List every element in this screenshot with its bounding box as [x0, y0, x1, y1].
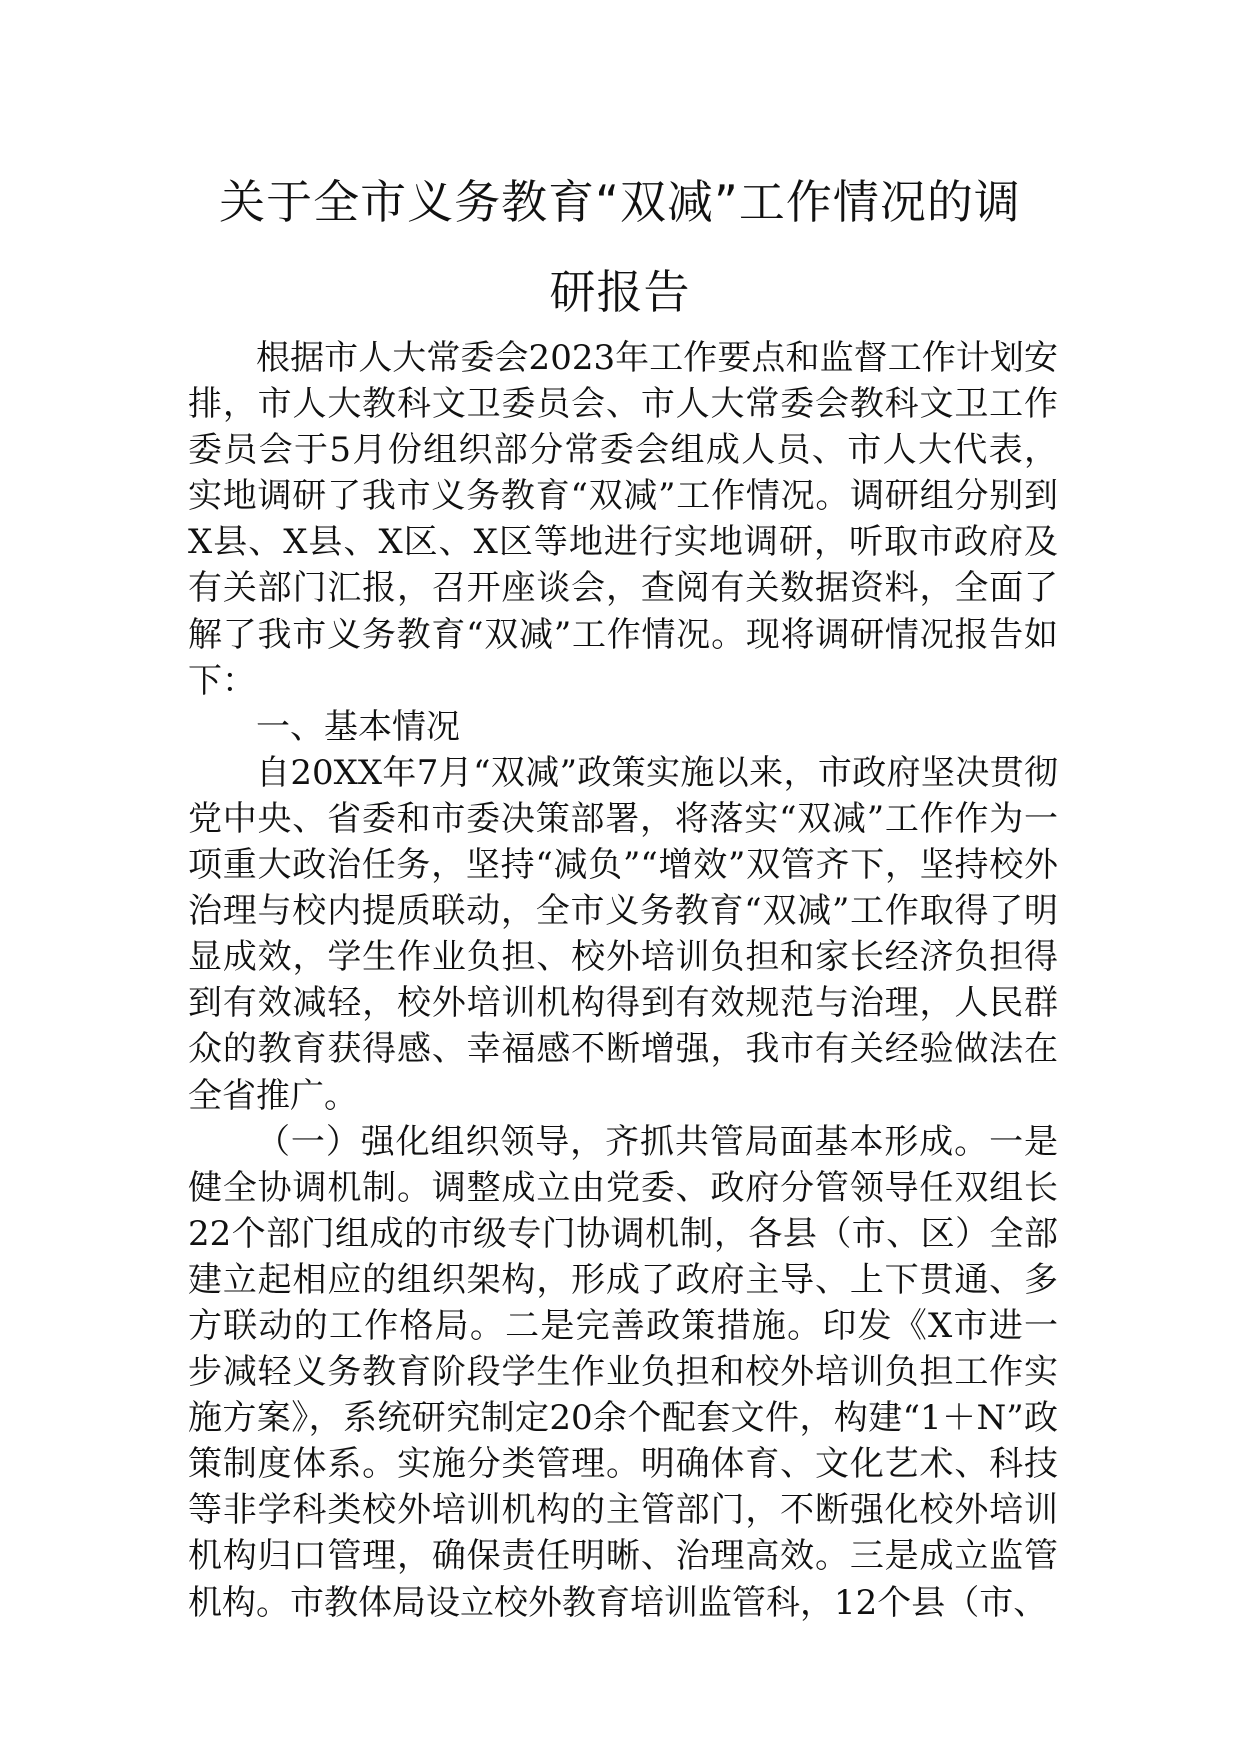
section-heading-basic-situation: 一、基本情况 [256, 706, 460, 747]
organization-leadership-paragraph: （一）强化组织领导，齐抓共管局面基本形成。一是健全协调机制。调整成立由党委、政府分管领导任双组长22个部门组成的市级专门协调机制，各县（市、区）全部建立起相应的组织架构，形成了政府主导、上下贯通、多方联动的工作格局。二是完善政策措施。印发《X市进一步减轻义务教育阶段学生作业负担和校外培训负担工作实施方案》，系统研究制定20余个配套文件，构建“1＋N”政策制度体系。实施分类管理。明确体育、文化艺术、科技等非学科类校外培训机构的主管部门，不断强化校外培训机构归口管理，确保责任明晰、治理高效。三是成立监管机构。市教体局设立校外教育培训监管科，12个县（市、 [188, 1121, 1058, 1623]
document-title-line-2: 研报告 [549, 265, 691, 319]
document-title-line-1: 关于全市义务教育“双减”工作情况的调 [219, 175, 1021, 229]
document-body [188, 335, 1058, 1626]
basic-situation-paragraph: 自20XX年7月“双减”政策实施以来，市政府坚决贯彻党中央、省委和市委决策部署，将落实“双减”工作作为一项重大政治任务，坚持“减负”“增效”双管齐下，坚持校外治理与校内提质联动，全市义务教育“双减”工作取得了明显成效，学生作业负担、校外培训负担和家长经济负担得到有效减轻，校外培训机构得到有效规范与治理，人民群众的教育获得感、幸福感不断增强，我市有关经验做法在全省推广。 [188, 752, 1058, 1116]
intro-paragraph: 根据市人大常委会2023年工作要点和监督工作计划安排，市人大教科文卫委员会、市人大常委会教科文卫工作委员会于5月份组织部分常委会组成人员、市人大代表，实地调研了我市义务教育“双减”工作情况。调研组分别到X县、X县、X区、X区等地进行实地调研，听取市政府及有关部门汇报，召开座谈会，查阅有关数据资料，全面了解了我市义务教育“双减”工作情况。现将调研情况报告如下： [188, 338, 1058, 701]
